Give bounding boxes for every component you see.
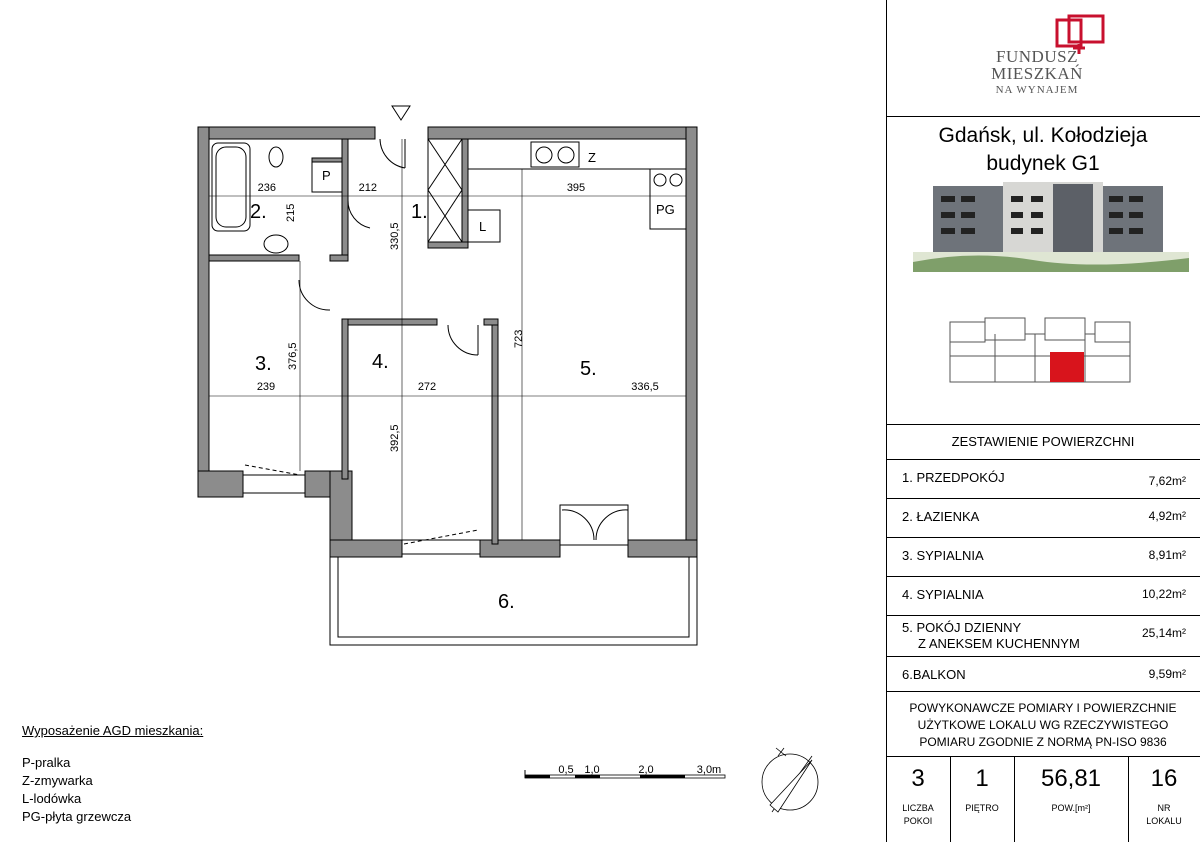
appliance-p: P bbox=[322, 168, 331, 183]
dim-392-5: 392,5 bbox=[389, 424, 401, 452]
svg-text:2,0: 2,0 bbox=[638, 764, 654, 776]
dim-376-5: 376,5 bbox=[287, 342, 299, 370]
summary-row: 3. SYPIALNIA 8,91m² bbox=[886, 538, 1200, 577]
entrance-arrow-icon bbox=[392, 106, 410, 120]
address-street: Gdańsk, ul. Kołodzieja bbox=[938, 124, 1148, 147]
wall-left bbox=[198, 127, 209, 497]
wall-bottom-left bbox=[198, 471, 243, 497]
appliance-z: Z bbox=[588, 150, 596, 165]
dim-723: 723 bbox=[513, 329, 525, 348]
floor-label: PIĘTRO bbox=[965, 803, 999, 813]
legend-item: P-pralka bbox=[22, 755, 71, 770]
wall-kitchen bbox=[462, 139, 468, 247]
wall-r4-right bbox=[492, 319, 498, 544]
total-area-label: POW.[m²] bbox=[1051, 803, 1091, 813]
measurement-note: POWYKONAWCZE POMIARY I POWIERZCHNIE UŻYTKOWE LOKALU WG RZECZYWISTEGO POMIARU ZGODNIE Z NORMĄ PN-ISO 9836 bbox=[909, 701, 1177, 749]
bathtub-icon bbox=[212, 143, 250, 231]
brand-name: FUNDUSZ MIESZKAŃ NA WYNAJEM bbox=[991, 47, 1083, 96]
wall-top-left bbox=[200, 127, 375, 139]
appliance-l: L bbox=[479, 219, 487, 234]
dim-330-5: 330,5 bbox=[389, 222, 401, 250]
unit-number-label: NR LOKALU bbox=[1146, 803, 1182, 826]
summary-row: 1. PRZEDPOKÓJ 7,62m² bbox=[886, 460, 1200, 499]
wall-bottom-5 bbox=[628, 540, 697, 557]
building-elevation bbox=[913, 180, 1189, 272]
compass-icon bbox=[762, 748, 818, 812]
dim-336-5: 336,5 bbox=[631, 381, 659, 393]
unit-number: 16 bbox=[1150, 765, 1178, 792]
room-number-4: 4. bbox=[372, 351, 389, 373]
summary-row: 2. ŁAZIENKA 4,92m² bbox=[886, 499, 1200, 538]
address-building: budynek G1 bbox=[986, 152, 1100, 175]
rooms-count-label: LICZBA POKOI bbox=[902, 803, 934, 826]
summary-heading: ZESTAWIENIE POWIERZCHNI bbox=[951, 434, 1135, 449]
room-number-3: 3. bbox=[255, 353, 272, 375]
wall-bottom-4 bbox=[330, 540, 402, 557]
wall-top-right bbox=[428, 127, 696, 139]
room-number-1: 1. bbox=[411, 201, 428, 223]
wall-kitchen-bot bbox=[428, 242, 468, 248]
total-area: 56,81 bbox=[1040, 765, 1102, 792]
legend-item: Z-zmywarka bbox=[22, 773, 93, 788]
summary-row: 6.BALKON 9,59m² bbox=[886, 657, 1200, 692]
wall-bath-right bbox=[342, 139, 348, 259]
room-number-5: 5. bbox=[580, 358, 597, 380]
rooms-count: 3 bbox=[911, 765, 925, 792]
wall-r4-top bbox=[342, 319, 437, 325]
wall-bath-bottom bbox=[209, 255, 299, 261]
wall-right bbox=[686, 127, 697, 557]
wall-bottom-left2 bbox=[305, 471, 330, 497]
legend-item: L-lodówka bbox=[22, 791, 82, 806]
summary-row: 5. POKÓJ DZIENNY Z ANEKSEM KUCHENNYM 25,14m² bbox=[886, 616, 1200, 657]
unit-highlight bbox=[1050, 352, 1084, 382]
scale-bar bbox=[525, 764, 725, 778]
wall-bath-bottom2 bbox=[330, 255, 348, 261]
wall-r4-left bbox=[342, 319, 348, 479]
legend-item: PG-płyta grzewcza bbox=[22, 809, 132, 824]
address bbox=[886, 122, 1200, 178]
dim-272: 272 bbox=[417, 381, 437, 393]
wall-r4-top2 bbox=[484, 319, 498, 325]
dim-212: 212 bbox=[358, 182, 377, 194]
svg-text:3,0m: 3,0m bbox=[696, 764, 722, 776]
stove-icon bbox=[650, 169, 686, 229]
floor-number: 1 bbox=[975, 765, 989, 792]
room-number-6: 6. bbox=[498, 591, 515, 613]
wall-p-box bbox=[312, 158, 342, 162]
sink-icon bbox=[531, 142, 579, 167]
legend-title: Wyposażenie AGD mieszkania: bbox=[22, 723, 204, 738]
appliance-pg: PG bbox=[656, 202, 675, 217]
room-number-2: 2. bbox=[250, 201, 267, 223]
dim-215: 215 bbox=[285, 203, 297, 222]
key-plan bbox=[945, 316, 1135, 386]
summary-row: 4. SYPIALNIA 10,22m² bbox=[886, 577, 1200, 616]
washbasin-icon bbox=[264, 235, 288, 253]
toilet-icon bbox=[269, 147, 283, 167]
dim-239: 239 bbox=[256, 381, 276, 393]
svg-text:1,0: 1,0 bbox=[584, 764, 600, 776]
svg-text:0,5: 0,5 bbox=[558, 764, 574, 776]
dim-395: 395 bbox=[566, 182, 586, 194]
dim-236: 236 bbox=[257, 182, 276, 194]
